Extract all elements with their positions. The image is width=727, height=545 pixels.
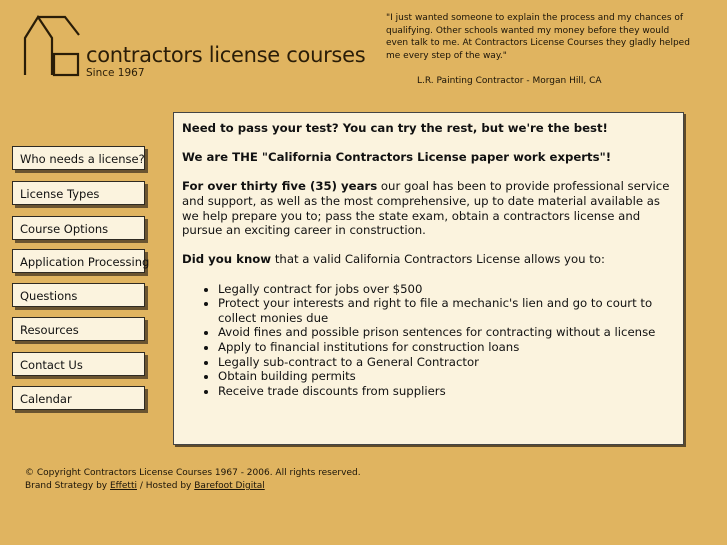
house-logo-icon: [22, 14, 82, 78]
list-item: • Receive trade discounts from suppliers: [218, 384, 675, 399]
did-you-know-paragraph: [182, 252, 675, 267]
logo-since: Since 1967: [86, 67, 145, 79]
list-item: • Avoid fines and possible prison sentences for contracting without a license: [218, 325, 675, 340]
footer: [25, 467, 361, 493]
testimonial-quote: "I just wanted someone to explain the process and my chances of qualifying. Other schools wanted my money before they would even talk to me. At Contractors License Courses they gladly helped me every step of the way.": [386, 13, 690, 61]
did-you-know-bold: Did you know: [182, 252, 272, 267]
nav-who-needs-license[interactable]: Who needs a license?: [12, 146, 145, 170]
list-item: • Legally sub-contract to a General Contractor: [218, 355, 675, 370]
list-item: • Obtain building permits: [218, 369, 675, 384]
benefits-list: [182, 282, 675, 399]
intro-bold: For over thirty five (35) years: [182, 179, 378, 194]
list-item: • Protect your interests and right to file a mechanic's lien and go to court to collect monies due: [218, 296, 675, 325]
intro-text: our goal has been to provide professional service and support, as well as the most comprehensive, up to date material available as we help prepare you to; pass the state exam, obtain a contractors license and pursue an exciting career in construction.: [182, 179, 670, 238]
credits-line: Brand Strategy by Effetti / Hosted by Barefoot Digital: [25, 481, 265, 491]
list-item: • Apply to financial institutions for construction loans: [218, 340, 675, 355]
nav-license-types[interactable]: License Types: [12, 181, 145, 205]
nav-contact-us[interactable]: Contact Us: [12, 352, 145, 376]
did-you-know-text: that a valid California Contractors License allows you to:: [271, 252, 605, 267]
intro-paragraph: [182, 179, 675, 237]
nav-application-processing[interactable]: Application Processing: [12, 249, 145, 273]
copyright-text: © Copyright Contractors License Courses 1967 - 2006. All rights reserved.: [25, 468, 361, 478]
headline: Need to pass your test? You can try the rest, but we're the best!: [182, 121, 608, 135]
main-content-panel: [173, 112, 684, 445]
nav-questions[interactable]: Questions: [12, 283, 145, 307]
company-logo[interactable]: [22, 14, 366, 84]
nav-resources[interactable]: Resources: [12, 317, 145, 341]
logo-title: contractors license courses: [86, 43, 366, 67]
barefoot-digital-link[interactable]: Barefoot Digital: [194, 481, 265, 491]
effetti-link[interactable]: Effetti: [110, 481, 137, 491]
list-item: • Legally contract for jobs over $500: [218, 282, 675, 297]
nav-course-options[interactable]: Course Options: [12, 216, 145, 240]
testimonial-author: L.R. Painting Contractor - Morgan Hill, CA: [417, 76, 602, 86]
subheadline: We are THE "California Contractors License paper work experts"!: [182, 150, 612, 165]
nav-calendar[interactable]: Calendar: [12, 386, 145, 410]
